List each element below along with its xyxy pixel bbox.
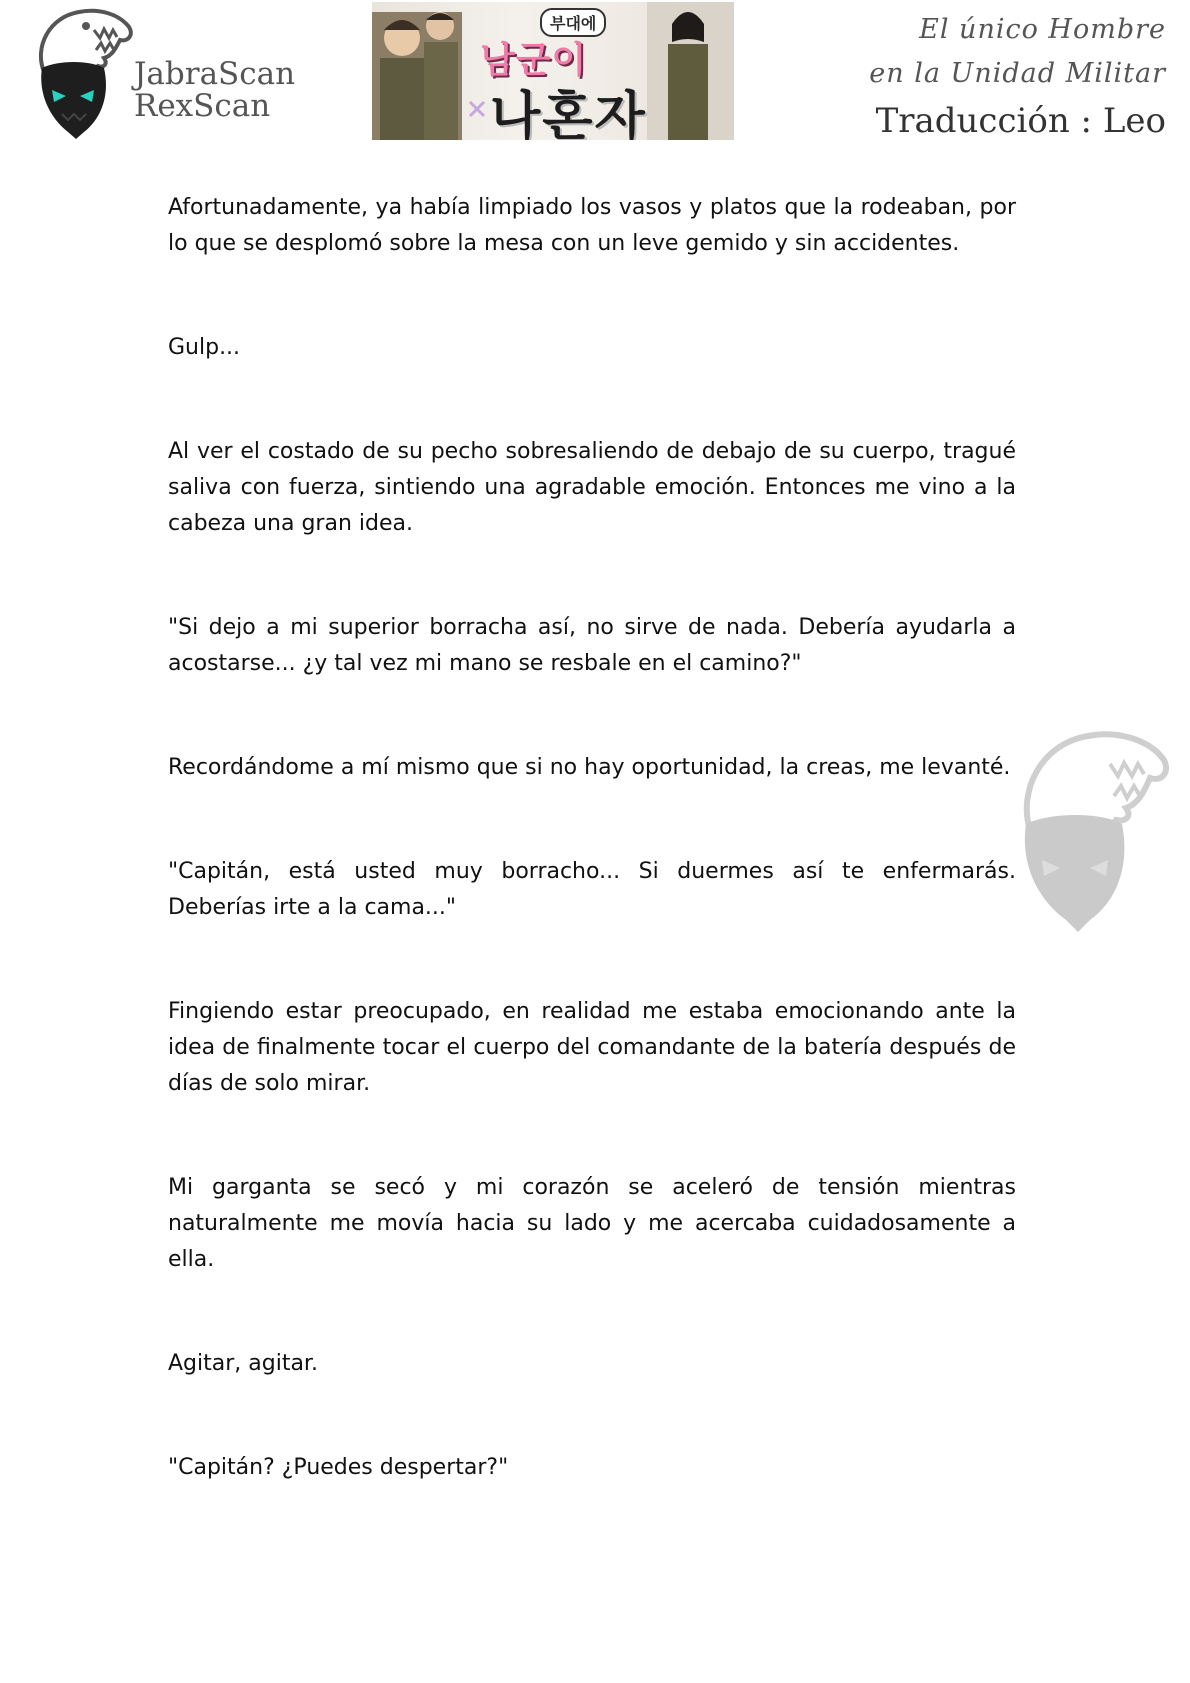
paragraph-4: "Si dejo a mi superior borracha así, no sirve de nada. Debería ayudarla a acostarse... ¿y tal vez mi mano se resbale en el camino?" bbox=[168, 615, 1016, 676]
translator-credit: Traducción : Leo bbox=[875, 101, 1166, 141]
page-header bbox=[0, 0, 1190, 150]
series-cover-image bbox=[372, 2, 734, 140]
paragraph-8: Mi garganta se secó y mi corazón se aceleró de tensión mientras naturalmente me movía hacia su lado y me acercaba cuidadosamente a ella. bbox=[168, 1175, 1016, 1272]
paragraph-9: Agitar, agitar. bbox=[168, 1351, 318, 1376]
brand-line-1: JabraScan bbox=[134, 56, 296, 92]
chapter-text bbox=[168, 190, 1016, 1486]
paragraph-1: Afortunadamente, ya había limpiado los vasos y platos que la rodeaban, por lo que se desplomó sobre la mesa con un leve gemido y sin accidentes. bbox=[168, 195, 1016, 256]
series-title-block bbox=[869, 8, 1166, 144]
brand-line-2: RexScan bbox=[134, 88, 271, 124]
series-title-line-1: El único Hombre bbox=[919, 14, 1166, 45]
paragraph-7: Fingiendo estar preocupado, en realidad me estaba emocionando ante la idea de finalmente tocar el cuerpo del comandante de la batería después de días de solo mirar. bbox=[168, 999, 1016, 1096]
brand-name bbox=[134, 58, 295, 122]
cover-badge: 부대에 bbox=[540, 8, 606, 37]
cover-title-top: 남군이 bbox=[480, 40, 588, 81]
dinosaur-skull-watermark-icon bbox=[1010, 720, 1180, 940]
paragraph-6: "Capitán, está usted muy borracho... Si duermes así te enfermarás. Deberías irte a la cama..." bbox=[168, 859, 1016, 920]
cover-title-bottom: 나혼자 bbox=[490, 87, 647, 140]
paragraph-2: Gulp... bbox=[168, 335, 241, 360]
paragraph-3: Al ver el costado de su pecho sobresaliendo de debajo de su cuerpo, tragué saliva con fuerza, sintiendo una agradable emoción. Entonces me vino a la cabeza una gran idea. bbox=[168, 439, 1016, 536]
paragraph-10: "Capitán? ¿Puedes despertar?" bbox=[168, 1455, 509, 1480]
dinosaur-skull-logo-icon bbox=[24, 2, 144, 140]
series-title-line-2: en la Unidad Militar bbox=[869, 58, 1166, 89]
paragraph-5: Recordándome a mí mismo que si no hay oportunidad, la creas, me levanté. bbox=[168, 755, 1011, 780]
